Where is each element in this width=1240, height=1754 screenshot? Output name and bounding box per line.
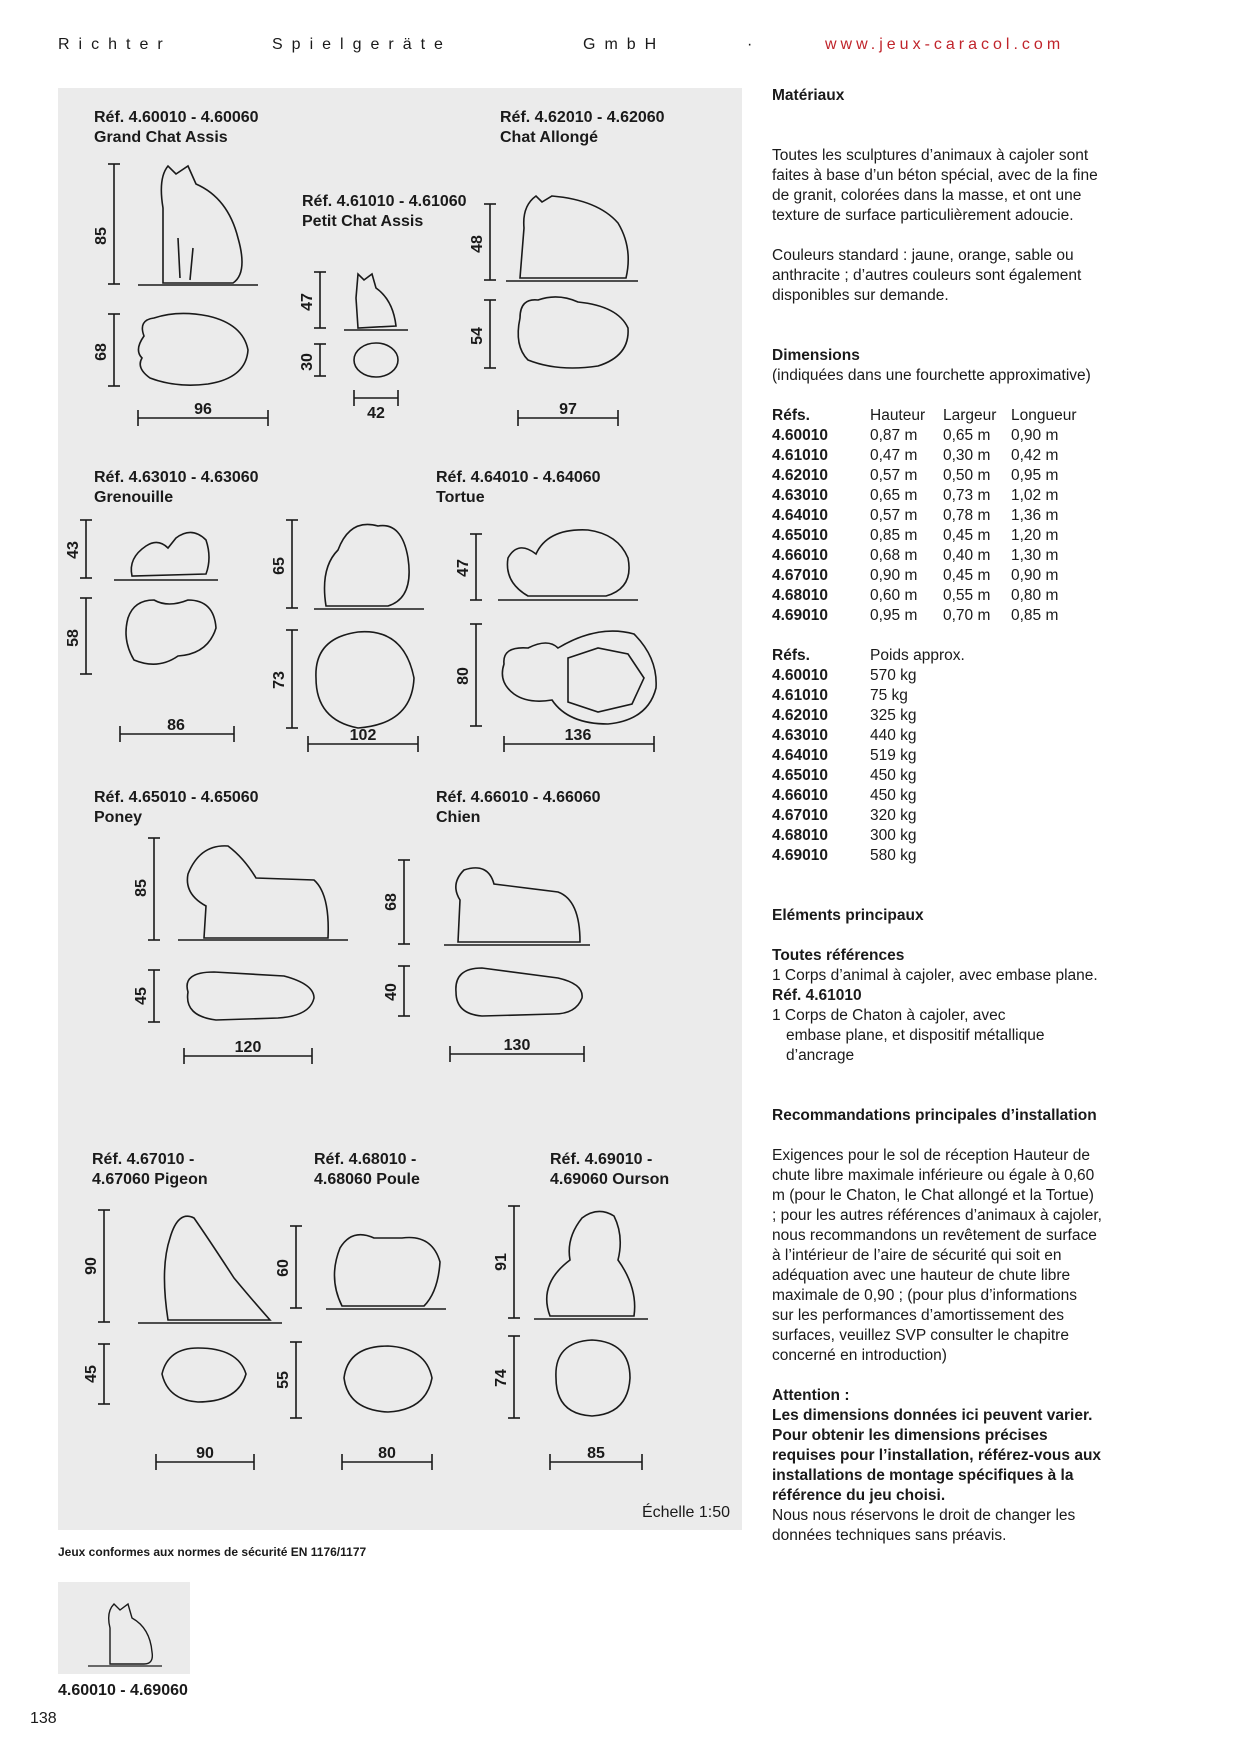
dim-chat-allonge-w: 97 [559, 401, 577, 418]
dim-poule-w: 80 [378, 1445, 396, 1462]
dim-row-value: 0,80 m [1011, 587, 1059, 604]
dim-row-value: 0,87 m [870, 427, 918, 444]
poney-top-drawing [148, 970, 314, 1064]
weight-row-value: 320 kg [870, 807, 917, 824]
dim-row-ref: 4.67010 [772, 567, 829, 584]
product-name: Poney [94, 809, 143, 826]
product-ref: Réf. 4.64010 - 4.64060 [436, 469, 601, 486]
weight-row-ref: 4.63010 [772, 727, 829, 744]
table-header: Réfs. [772, 647, 810, 664]
dim-row-ref: 4.61010 [772, 447, 829, 464]
dim-row-value: 0,47 m [870, 447, 918, 464]
pigeon-top-drawing [98, 1344, 254, 1470]
materials-text-1: Toutes les sculptures d’animaux à cajoler sont faites à base d’un béton spécial, avec de la fine de granit, colorées dans la masse, et ont une texture de surface particulièrement adoucie. [772, 147, 1098, 224]
dimensions-table [772, 406, 1102, 626]
attention-text: Nous nous réservons le droit de changer les données techniques sans préavis. [772, 1507, 1076, 1544]
weight-row-ref: 4.68010 [772, 827, 829, 844]
dim-ourson-w: 85 [587, 1445, 605, 1462]
weight-row-ref: 4.69010 [772, 847, 829, 864]
dim-row-ref: 4.63010 [772, 487, 829, 504]
dim-row-value: 0,57 m [870, 507, 918, 524]
weight-row-value: 300 kg [870, 827, 917, 844]
dim-row-value: 0,95 m [870, 607, 918, 624]
dim-tortue-w: 136 [564, 727, 592, 744]
dim-grenouille-d: 58 [65, 629, 82, 647]
dim-row-value: 0,85 m [870, 527, 918, 544]
product-ref: Réf. 4.60010 - 4.60060 [94, 109, 259, 126]
attention-title: Attention : [772, 1387, 850, 1404]
dim-chien-w: 130 [503, 1037, 531, 1054]
ourson-top-drawing [508, 1336, 642, 1470]
table-header: Longueur [1011, 407, 1077, 424]
poule-side-drawing [290, 1226, 446, 1309]
dim-row-value: 0,45 m [943, 527, 991, 544]
dim-ourson-h: 91 [493, 1253, 510, 1271]
weight-row-ref: 4.65010 [772, 767, 829, 784]
product-name: 4.68060 Poule [314, 1171, 420, 1188]
tortue-top-drawing [470, 624, 656, 752]
weight-table [772, 646, 1102, 866]
attention-bold: Les dimensions données ici peuvent varier. Pour obtenir les dimensions précises requises pour l’installation, référez-vous aux installations de montage spécifiques à la référence du jeu choisi. [772, 1407, 1102, 1504]
dim-row-value: 0,42 m [1011, 447, 1059, 464]
dim-row-value: 1,02 m [1011, 487, 1059, 504]
grenouille-2-side-drawing [286, 520, 424, 609]
dim-petit-chat-d: 30 [299, 353, 316, 371]
weight-row-ref: 4.62010 [772, 707, 829, 724]
elements-title: Eléments principaux [772, 907, 924, 924]
dim-row-value: 0,90 m [1011, 567, 1059, 584]
dim-row-value: 0,68 m [870, 547, 918, 564]
dim-ourson-d: 74 [493, 1369, 510, 1387]
product-ref: Réf. 4.61010 - 4.61060 [302, 193, 467, 210]
drawings-panel [58, 88, 742, 1530]
materials-title: Matériaux [772, 87, 845, 104]
dim-poney-d: 45 [133, 987, 150, 1005]
dim-row-value: 0,57 m [870, 467, 918, 484]
product-ref: Réf. 4.69010 - [550, 1151, 653, 1168]
chat-allonge-top-drawing [484, 297, 628, 426]
dim-row-value: 0,85 m [1011, 607, 1059, 624]
dim-row-value: 0,78 m [943, 507, 991, 524]
ourson-side-drawing [508, 1206, 648, 1319]
dim-row-value: 0,55 m [943, 587, 991, 604]
install-title: Recommandations principales d’installation [772, 1107, 1097, 1124]
dim-row-ref: 4.64010 [772, 507, 829, 524]
dim-row-ref: 4.65010 [772, 527, 829, 544]
product-ref: Réf. 4.67010 - [92, 1151, 195, 1168]
dim-chat-allonge-d: 54 [469, 327, 486, 345]
weight-row-ref: 4.67010 [772, 807, 829, 824]
cat-thumbnail-icon [58, 1582, 190, 1674]
ref-4-61010-text-2: embase plane, et dispositif métallique d’ancrage [786, 1027, 1045, 1064]
weight-row-value: 580 kg [870, 847, 917, 864]
dim-pigeon-h: 90 [83, 1257, 100, 1275]
ref-4-61010-title: Réf. 4.61010 [772, 987, 862, 1004]
dim-grenouille-h: 43 [65, 541, 82, 559]
product-ref: Réf. 4.65010 - 4.65060 [94, 789, 259, 806]
dimensions-note: (indiquées dans une fourchette approximative) [772, 367, 1091, 384]
dim-row-value: 1,30 m [1011, 547, 1059, 564]
materials-text-2: Couleurs standard : jaune, orange, sable ou anthracite ; d’autres couleurs sont également disponibles sur demande. [772, 247, 1082, 304]
product-ref: Réf. 4.63010 - 4.63060 [94, 469, 259, 486]
all-refs-title: Toutes références [772, 947, 905, 964]
dim-grenouille-2-h: 65 [271, 557, 288, 575]
dim-row-ref: 4.69010 [772, 607, 829, 624]
chien-side-drawing [398, 860, 590, 945]
dim-row-ref: 4.68010 [772, 587, 829, 604]
all-refs-text: 1 Corps d’animal à cajoler, avec embase plane. [772, 967, 1098, 984]
dim-grand-chat-d: 68 [93, 343, 110, 361]
ref-4-61010-text-1: 1 Corps de Chaton à cajoler, avec [772, 1007, 1006, 1024]
table-header: Largeur [943, 407, 997, 424]
chat-allonge-side-drawing [484, 196, 638, 281]
thumbnail-ref: 4.60010 - 4.69060 [58, 1682, 188, 1699]
dim-row-value: 0,65 m [943, 427, 991, 444]
dim-row-ref: 4.66010 [772, 547, 829, 564]
spec-column [772, 86, 1102, 1546]
dim-grenouille-2-d: 73 [271, 671, 288, 689]
weight-row-ref: 4.61010 [772, 687, 829, 704]
grenouille-top-drawing [80, 598, 234, 742]
grand-chat-side-drawing [108, 164, 258, 285]
dim-tortue-d: 80 [455, 667, 472, 685]
pigeon-side-drawing [98, 1210, 282, 1323]
dim-row-value: 0,30 m [943, 447, 991, 464]
product-name: Chien [436, 809, 481, 826]
company-name-1: Richter [58, 36, 172, 53]
header-separator: · [747, 36, 753, 53]
weight-row-value: 570 kg [870, 667, 917, 684]
table-header: Poids approx. [870, 647, 965, 664]
dim-row-value: 0,45 m [943, 567, 991, 584]
weight-row-value: 519 kg [870, 747, 917, 764]
grenouille-side-drawing [80, 520, 218, 580]
tortue-side-drawing [470, 530, 638, 600]
dimensions-title: Dimensions [772, 347, 860, 364]
product-ref: Réf. 4.62010 - 4.62060 [500, 109, 665, 126]
dim-row-value: 1,36 m [1011, 507, 1059, 524]
product-ref: Réf. 4.68010 - [314, 1151, 417, 1168]
dim-row-value: 0,60 m [870, 587, 918, 604]
poney-side-drawing [148, 838, 348, 940]
dim-poule-d: 55 [275, 1371, 292, 1389]
website-link[interactable]: www.jeux-caracol.com [825, 36, 1065, 53]
company-name-2: Spielgeräte [272, 36, 452, 53]
dim-row-value: 0,70 m [943, 607, 991, 624]
product-ref: Réf. 4.66010 - 4.66060 [436, 789, 601, 806]
drawings-svg [58, 88, 742, 1530]
dim-petit-chat-w: 42 [367, 405, 385, 422]
grand-chat-top-drawing [108, 313, 268, 426]
dim-grenouille-w: 86 [167, 717, 185, 734]
dim-row-value: 0,95 m [1011, 467, 1059, 484]
company-name-3: GmbH [583, 36, 666, 53]
dim-row-value: 0,40 m [943, 547, 991, 564]
dim-row-value: 0,90 m [870, 567, 918, 584]
product-name: Grenouille [94, 489, 174, 506]
weight-row-value: 440 kg [870, 727, 917, 744]
weight-row-value: 325 kg [870, 707, 917, 724]
dim-poney-w: 120 [234, 1039, 262, 1056]
product-name: Grand Chat Assis [94, 129, 228, 146]
weight-row-ref: 4.64010 [772, 747, 829, 764]
dim-row-value: 0,73 m [943, 487, 991, 504]
weight-row-value: 450 kg [870, 787, 917, 804]
dim-row-value: 0,65 m [870, 487, 918, 504]
weight-row-value: 75 kg [870, 687, 908, 704]
weight-row-ref: 4.66010 [772, 787, 829, 804]
page-header [58, 36, 1098, 60]
dim-poney-h: 85 [133, 879, 150, 897]
chien-top-drawing [398, 966, 584, 1062]
dim-row-ref: 4.60010 [772, 427, 829, 444]
dim-row-ref: 4.62010 [772, 467, 829, 484]
weight-row-value: 450 kg [870, 767, 917, 784]
page-number: 138 [30, 1710, 57, 1727]
dim-pigeon-w: 90 [196, 1445, 214, 1462]
dim-petit-chat-h: 47 [299, 293, 316, 311]
product-name: 4.67060 Pigeon [92, 1171, 208, 1188]
product-name: 4.69060 Ourson [550, 1171, 670, 1188]
product-name: Chat Allongé [500, 129, 599, 146]
thumbnail-image [58, 1582, 190, 1674]
poule-top-drawing [290, 1342, 432, 1470]
table-header: Réfs. [772, 407, 810, 424]
product-name: Tortue [436, 489, 485, 506]
dim-row-value: 0,90 m [1011, 427, 1059, 444]
scale-label: Échelle 1:50 [641, 1504, 730, 1521]
dim-row-value: 1,20 m [1011, 527, 1059, 544]
product-name: Petit Chat Assis [302, 213, 424, 230]
dim-grand-chat-w: 96 [194, 401, 212, 418]
dim-grenouille-2-w: 102 [349, 727, 377, 744]
dim-grand-chat-h: 85 [93, 227, 110, 245]
dim-row-value: 0,50 m [943, 467, 991, 484]
install-text: Exigences pour le sol de réception Hauteur de chute libre maximale inférieure ou égale à 0,60 m (pour le Chaton, le Chat allongé et la Tortue) ; pour les autres références d’animaux à cajoler, nous recommandons un revêtement de surface à l’intérieur de l’aire de sécurité qui soit en adéquation avec une hauteur de chute libre maximale de 0,90 ; (pour plus d’informations sur les performances d’amortissement des surfaces, veuillez SVP consulter le chapitre concerné en introduction) [772, 1147, 1102, 1364]
petit-chat-top-drawing [314, 343, 398, 406]
dim-pigeon-d: 45 [83, 1365, 100, 1383]
dim-chien-h: 68 [383, 893, 400, 911]
dim-poule-h: 60 [275, 1259, 292, 1277]
weight-row-ref: 4.60010 [772, 667, 829, 684]
dim-chien-d: 40 [383, 983, 400, 1001]
dim-tortue-h: 47 [455, 559, 472, 577]
table-header: Hauteur [870, 407, 926, 424]
safety-norms-note: Jeux conformes aux normes de sécurité EN 1176/1177 [58, 1545, 367, 1559]
petit-chat-side-drawing [314, 272, 408, 330]
dim-chat-allonge-h: 48 [469, 235, 486, 253]
